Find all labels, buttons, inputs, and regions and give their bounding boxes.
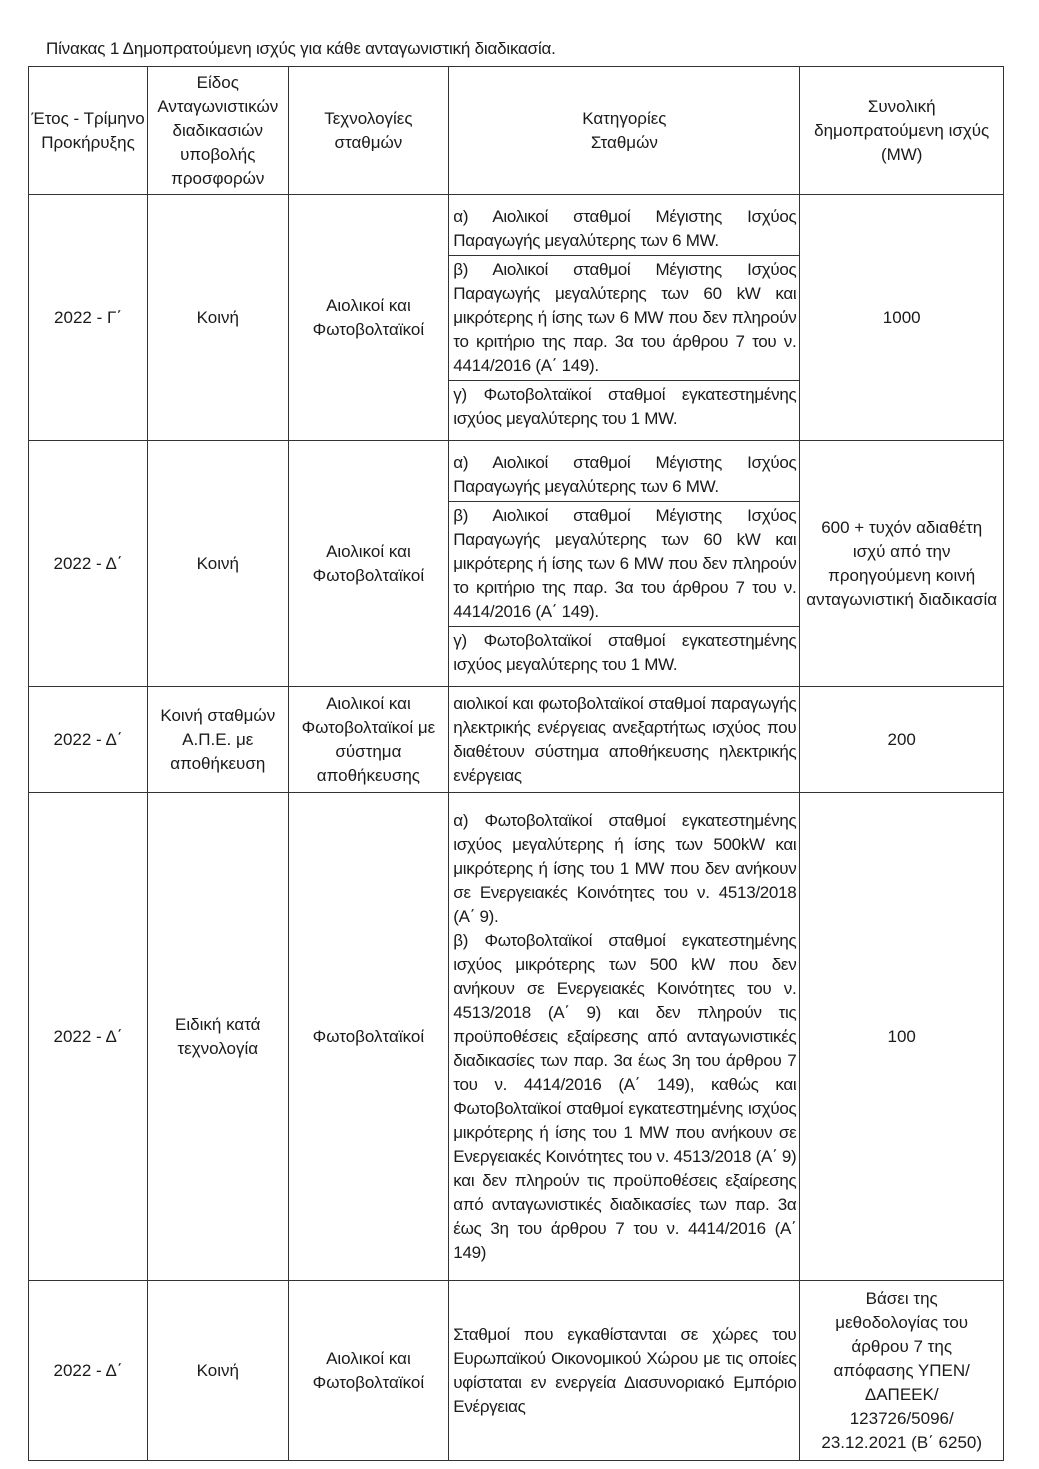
- cell-categories: [449, 793, 800, 1281]
- category-text: α) Φωτοβολταϊκοί σταθμοί εγκατεστημένης ισχύος μεγαλύτερης ή ίσης των 500kW και μικρότερης ή ίσης του 1 MW που δεν ανήκουν σε Ενεργειακές Κοινότητες του ν. 4513/2018 (Α΄ 9).: [453, 810, 797, 926]
- cell-year-quarter: 2022 - Δ΄: [29, 441, 148, 687]
- category-item: γ) Φωτοβολταϊκοί σταθμοί εγκατεστημένης ισχύος μεγαλύτερης του 1 MW.: [453, 384, 797, 428]
- cell-procedure-type: Ειδική κατά τεχνολογία: [148, 793, 288, 1281]
- cell-categories: [449, 441, 800, 687]
- category-text: αιολικοί και φωτοβολταϊκοί σταθμοί παραγωγής ηλεκτρικής ενέργειας ανεξαρτήτως ισχύος που διαθέτουν σύστημα αποθήκευσης ηλεκτρικής ενέργειας: [453, 693, 797, 785]
- cell-categories: [449, 687, 800, 793]
- table-header-row: [29, 67, 1004, 195]
- cell-technologies: Αιολικοί και Φωτοβολταϊκοί με σύστημα αποθήκευσης: [288, 687, 449, 793]
- header-procedure-type: Είδος Ανταγωνιστικών διαδικασιών υποβολής προσφορών: [148, 67, 288, 195]
- cell-categories: [449, 1281, 800, 1461]
- category-item: β) Αιολικοί σταθμοί Μέγιστης Ισχύος Παραγωγής μεγαλύτερης των 60 kW και μικρότερης ή ίσης των 6 MW που δεν πληρούν το κριτήριο της παρ. 3α του άρθρου 7 του ν. 4414/2016 (Α΄ 149).: [449, 256, 799, 381]
- cell-year-quarter: 2022 - Δ΄: [29, 687, 148, 793]
- cell-total-capacity: 200: [800, 687, 1004, 793]
- header-total-capacity: Συνολική δημοπρατούμενη ισχύς (MW): [800, 67, 1004, 195]
- cell-total-capacity: Βάσει της μεθοδολογίας του άρθρου 7 της απόφασης ΥΠΕΝ/ΔΑΠΕΕΚ/ 123726/5096/ 23.12.2021 (Β΄ 6250): [800, 1281, 1004, 1461]
- header-technologies: Τεχνολογίες σταθμών: [288, 67, 449, 195]
- table-row: [29, 195, 1004, 441]
- table-row: [29, 441, 1004, 687]
- cell-technologies: Αιολικοί και Φωτοβολταϊκοί: [288, 195, 449, 441]
- cell-technologies: Αιολικοί και Φωτοβολταϊκοί: [288, 1281, 449, 1461]
- cell-year-quarter: 2022 - Δ΄: [29, 1281, 148, 1461]
- table-row: [29, 1281, 1004, 1461]
- cell-procedure-type: Κοινή: [148, 1281, 288, 1461]
- cell-technologies: Φωτοβολταϊκοί: [288, 793, 449, 1281]
- category-item: β) Αιολικοί σταθμοί Μέγιστης Ισχύος Παραγωγής μεγαλύτερης των 60 kW και μικρότερης ή ίσης των 6 MW που δεν πληρούν το κριτήριο της παρ. 3α του άρθρου 7 του ν. 4414/2016 (Α΄ 149).: [449, 502, 799, 627]
- category-item: α) Αιολικοί σταθμοί Μέγιστης Ισχύος Παραγωγής μεγαλύτερης των 6 MW.: [449, 449, 799, 502]
- table-row: [29, 793, 1004, 1281]
- category-item: γ) Φωτοβολταϊκοί σταθμοί εγκατεστημένης ισχύος μεγαλύτερης του 1 MW.: [453, 630, 797, 674]
- header-categories: Κατηγορίες Σταθμών: [449, 67, 800, 195]
- category-text: β) Φωτοβολταϊκοί σταθμοί εγκατεστημένης ισχύος μικρότερης των 500 kW που δεν ανήκουν σε Ενεργειακές Κοινότητες του ν. 4513/2018 (Α΄ 9) και δεν πληρούν τις προϋποθέσεις εξαίρεσης από ανταγωνιστικές διαδικασίες των παρ. 3α έως 3η του άρθρου 7 του ν. 4414/2016 (Α΄ 149), καθώς και Φωτοβολταϊκοί σταθμοί εγκατεστημένης ισχύος μικρότερης ή ίσης του 1 MW που ανήκουν σε Ενεργειακές Κοινότητες του ν. 4513/2018 (Α΄ 9) και δεν πληρούν τις προϋποθέσεις εξαίρεσης από ανταγωνιστικές διαδικασίες των παρ. 3α έως 3η του άρθρου 7 του ν. 4414/2016 (Α΄ 149): [453, 930, 797, 1262]
- cell-technologies: Αιολικοί και Φωτοβολταϊκοί: [288, 441, 449, 687]
- cell-categories: [449, 195, 800, 441]
- table-caption: Πίνακας 1 Δημοπρατούμενη ισχύς για κάθε ανταγωνιστική διαδικασία.: [46, 39, 556, 58]
- cell-year-quarter: 2022 - Γ΄: [29, 195, 148, 441]
- cell-total-capacity: 600 + τυχόν αδιαθέτη ισχύ από την προηγούμενη κοινή ανταγωνιστική διαδικασία: [800, 441, 1004, 687]
- cell-procedure-type: Κοινή: [148, 441, 288, 687]
- cell-total-capacity: 1000: [800, 195, 1004, 441]
- capacity-table: [28, 66, 1004, 1461]
- cell-year-quarter: 2022 - Δ΄: [29, 793, 148, 1281]
- cell-total-capacity: 100: [800, 793, 1004, 1281]
- header-year-quarter: Έτος - Τρίμηνο Προκήρυξης: [29, 67, 148, 195]
- cell-procedure-type: Κοινή σταθμών Α.Π.Ε. με αποθήκευση: [148, 687, 288, 793]
- table-row: [29, 687, 1004, 793]
- category-item: α) Αιολικοί σταθμοί Μέγιστης Ισχύος Παραγωγής μεγαλύτερης των 6 MW.: [449, 203, 799, 256]
- category-text: Σταθμοί που εγκαθίστανται σε χώρες του Ευρωπαϊκού Οικονομικού Χώρου με τις οποίες υφίσταται εν ενεργεία Διασυνοριακό Εμπόριο Ενέργειας: [453, 1324, 797, 1416]
- cell-procedure-type: Κοινή: [148, 195, 288, 441]
